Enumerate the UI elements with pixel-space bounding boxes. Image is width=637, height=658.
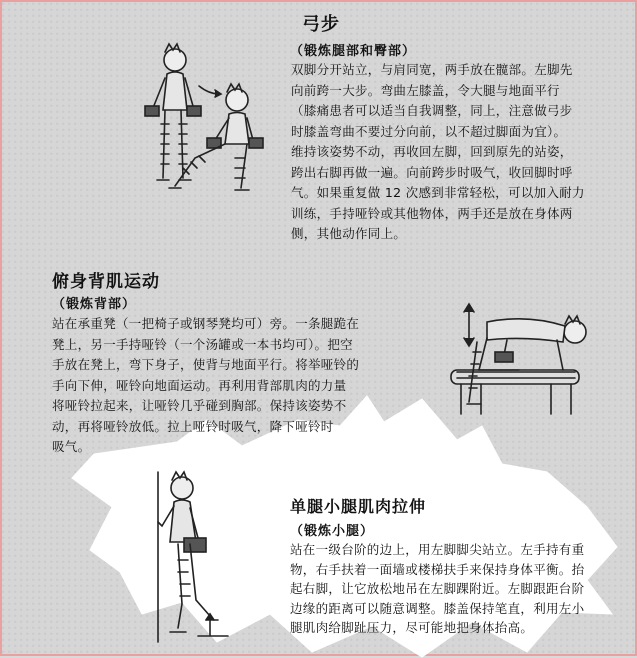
body-line: 手向下伸，哑铃向地面运动。再利用背部肌肉的力量 [52,377,347,393]
body-line: 双脚分开站立，与肩同宽，两手放在髋部。左脚先 [291,62,573,77]
section-title-calf-raise: 单腿小腿肌肉拉伸 [290,497,427,516]
section-subtitle-calf-raise: （锻炼小腿） [290,524,375,539]
section-title-bent-over-row: 俯身背肌运动 [52,272,160,292]
body-line: 凳上，另一手持哑铃（一个汤罐或一本书均可）。把空 [52,336,353,352]
body-line: 训练，手持哑铃或其他物体，两手还是放在身体两 [291,205,573,221]
body-line: 腿肌肉给脚趾压力，尽可能地把身体抬高。 [290,620,534,635]
body-line: 站在承重凳（一把椅子或钢琴凳均可）旁。一条腿跪在 [52,316,360,331]
body-line: 动，再将哑铃放低。拉上哑铃时吸气，降下哑铃时 [52,418,334,434]
calf-raise-illustration [150,464,230,644]
section-subtitle-bent-over-row: （锻炼背部） [52,297,137,312]
body-line: 边缘的距离可以随意调整。膝盖保持笔直，利用左小 [290,600,585,616]
body-line: 将哑铃拉起来，让哑铃几乎碰到胸部。保持该姿势不 [52,398,347,413]
body-line: 侧，其他动作同上。 [291,226,407,241]
section-subtitle-lunge: （锻炼腿部和臀部） [290,44,417,59]
body-line: 起右脚，让它放松地吊在左脚踝附近。左脚跟距台阶 [290,581,585,596]
body-line: 时膝盖弯曲不要过分向前，以不超过脚面为宜）。 [291,123,567,139]
body-line: 跨出右脚再做一遍。向前跨步时吸气，收回脚时呼 [291,164,573,180]
body-line: 站在一级台阶的边上，用左脚脚尖站立。左手持有重 [290,542,585,557]
body-line: （膝痛患者可以适当自我调整，同上，注意做弓步 [291,103,573,118]
body-line: 维持该姿势不动，再收回左脚，回到原先的站姿， [291,144,573,159]
body-line: 向前跨一大步。弯曲左膝盖，令大腿与地面平行 [291,82,560,98]
body-line: 手放在凳上，弯下身子，使背与地面平行。将举哑铃的 [52,357,360,372]
bent-over-row-illustration [447,292,597,422]
body-line: 吸气。 [52,439,91,454]
section-body-bent-over-row [52,314,392,458]
body-line: 气。如果重复做 12 次感到非常轻松，可以加入耐力 [291,185,585,200]
section-body-calf-raise [290,540,635,638]
section-body-lunge [291,60,637,245]
lunge-illustration [137,40,287,200]
body-line: 物，右手扶着一面墙或楼梯扶手来保持身体平衡。抬 [290,561,585,577]
section-title-lunge: 弓步 [302,14,340,35]
